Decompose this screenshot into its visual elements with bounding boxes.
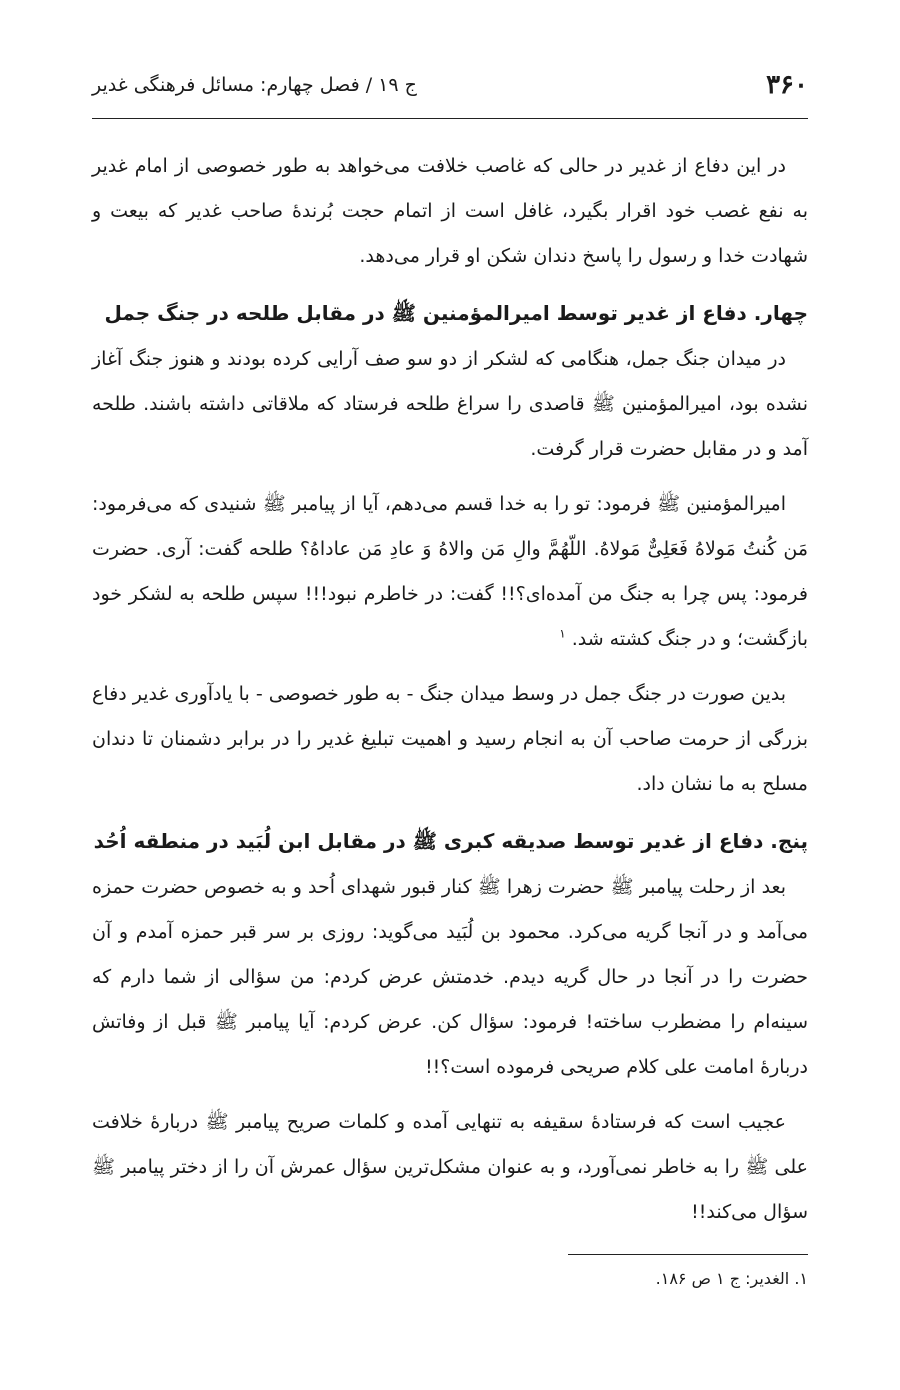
paragraph-5: بعد از رحلت پیامبر ﷺ حضرت زهرا ﷺ کنار قبور شهدای اُحد و به خصوص حضرت حمزه می‌آمد و در آنجا گریه می‌کرد. محمود بن لُبَید می‌گوید: روزی بر سر قبر حمزه آمدم و آن حضرت را در آنجا در حال گریه دیدم. خدمتش عرض کردم: من سؤالی از شما دارم که سینه‌ام را مضطرب ساخته! فرمود: سؤال کن. عرض کردم: آیا پیامبر ﷺ قبل از وفاتش دربارهٔ امامت علی کلام صریحی فرموده است؟!! <box>92 876 808 1078</box>
paragraph-2: در میدان جنگ جمل، هنگامی که لشکر از دو سو صف آرایی کرده بودند و هنوز جنگ آغاز نشده بود، امیرالمؤمنین ﷺ قاصدی را سراغ طلحه فرستاد که ملاقاتی داشته باشند. طلحه آمد و در مقابل حضرت قرار گرفت. <box>92 348 808 460</box>
page-number: ۳۶۰ <box>766 70 808 100</box>
running-title: ج ۱۹ / فصل چهارم: مسائل فرهنگی غدیر <box>92 74 417 96</box>
paragraph-3 <box>92 482 808 662</box>
paragraph-3-text: امیرالمؤمنین ﷺ فرمود: تو را به خدا قسم می‌دهم، آیا از پیامبر ﷺ شنیدی که می‌فرمود: مَن کُنتُ مَولاهُ فَعَلِیٌّ مَولاهُ. اللّهُمَّ والِ مَن والاهُ وَ عادِ مَن عاداهُ؟ طلحه گفت: آری. حضرت فرمود: پس چرا به جنگ من آمده‌ای؟!! گفت: در خاطرم نبود!!! سپس طلحه به لشکر خود بازگشت؛ و در جنگ کشته شد. <box>92 493 808 650</box>
footnote-reference: ۱ <box>559 626 566 641</box>
section-heading-4: چهار. دفاع از غدیر توسط امیرالمؤمنین ﷺ در مقابل طلحه در جنگ جمل <box>104 301 808 325</box>
header-divider <box>92 118 808 119</box>
book-page <box>92 0 808 1390</box>
paragraph-1: در این دفاع از غدیر در حالی که غاصب خلافت می‌خواهد به طور خصوصی از امام غدیر به نفع غصب خود اقرار بگیرد، غافل است از اتمام حجت بُرندهٔ صاحب غدیر که بیعت و شهادت خدا و رسول را پاسخ دندان شکن او قرار می‌دهد. <box>92 155 808 267</box>
section-heading-5: پنج. دفاع از غدیر توسط صدیقه کبری ﷺ در مقابل ابن لُبَید در منطقه اُحُد <box>93 829 808 853</box>
footnote: ۱. الغدیر: ج ۱ ص ۱۸۶. <box>655 1269 808 1288</box>
page-header <box>92 68 808 116</box>
paragraph-4: بدین صورت در جنگ جمل در وسط میدان جنگ - به طور خصوصی - با یادآوری غدیر دفاع بزرگی از حرمت صاحب آن به انجام رسید و اهمیت تبلیغ غدیر را در برابر دشمنان تا دندان مسلح به ما نشان داد. <box>92 683 808 795</box>
footnote-divider <box>568 1254 808 1255</box>
page-body <box>92 144 808 1235</box>
paragraph-6: عجیب است که فرستادهٔ سقیفه به تنهایی آمده و کلمات صریح پیامبر ﷺ دربارهٔ خلافت علی ﷺ را به خاطر نمی‌آورد، و به عنوان مشکل‌ترین سؤال عمرش آن را از دختر پیامبر ﷺ سؤال می‌کند!! <box>92 1111 808 1223</box>
